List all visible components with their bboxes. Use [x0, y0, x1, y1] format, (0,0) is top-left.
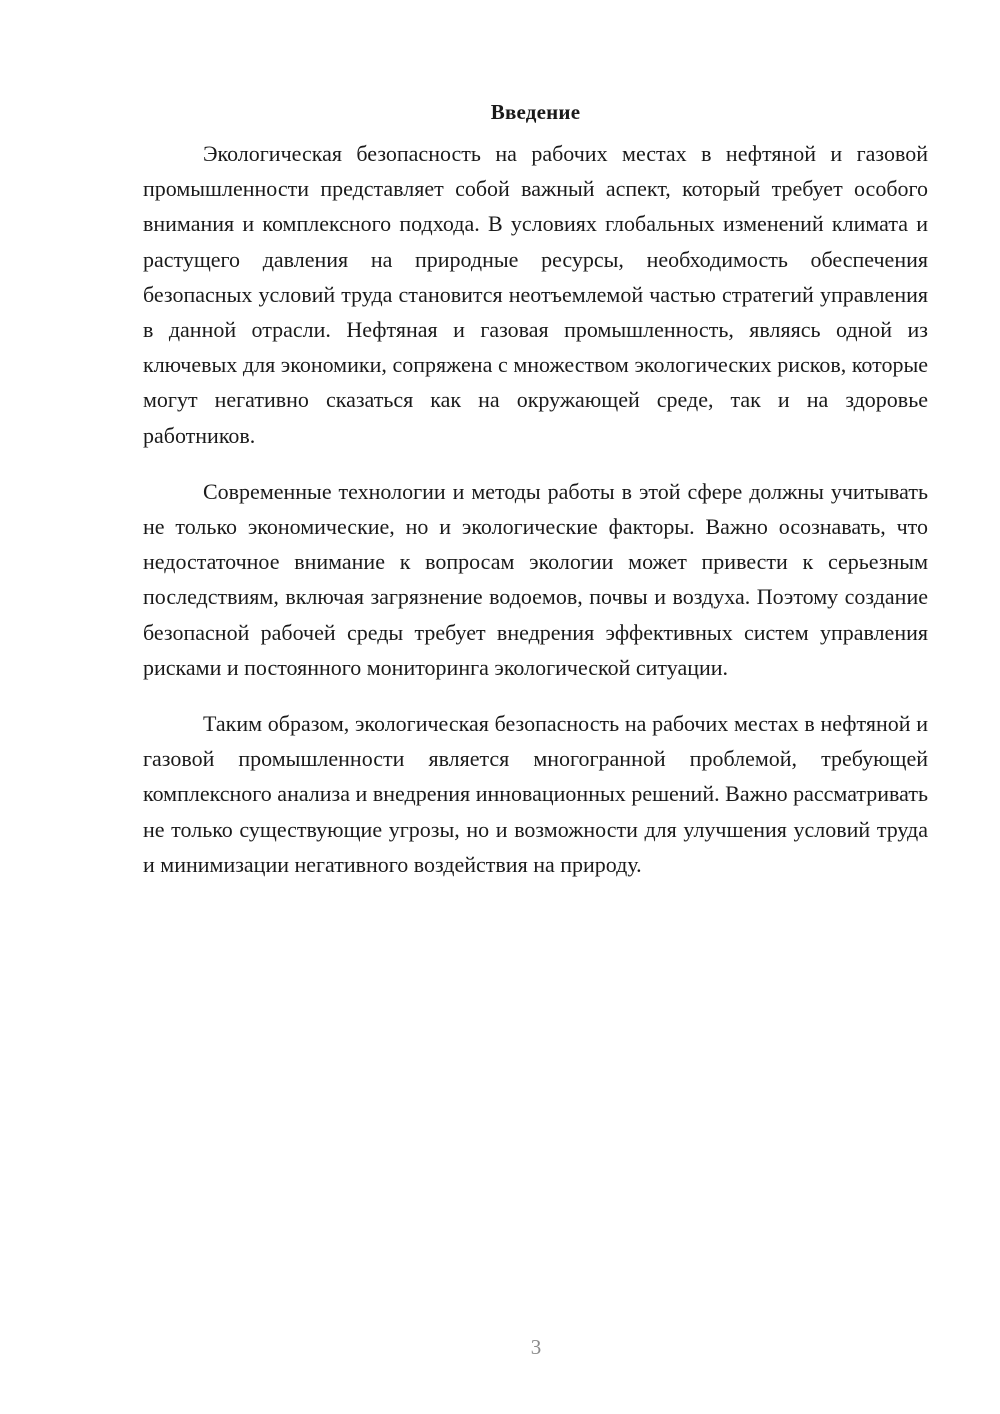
section-heading: Введение	[490, 100, 581, 124]
paragraph-2: Современные технологии и методы работы в этой сфере должны учитывать не только экономические, но и экологические факторы. Важно осознавать, что недостаточное внимание к вопросам экологии может привести к серьезным последствиям, включая загрязнение водоемов, почвы и воздуха. Поэтому создание безопасной рабочей среды требует внедрения эффективных систем управления рисками и постоянного мониторинга экологической ситуации.	[143, 478, 928, 680]
page-content	[143, 98, 928, 903]
paragraph-1: Экологическая безопасность на рабочих местах в нефтяной и газовой промышленности представляет собой важный аспект, который требует особого внимания и комплексного подхода. В условиях глобальных изменений климата и растущего давления на природные ресурсы, необходимость обеспечения безопасных условий труда становится неотъемлемой частью стратегий управления в данной отрасли. Нефтяная и газовая промышленность, являясь одной из ключевых для экономики, сопряжена с множеством экологических рисков, которые могут негативно сказаться как на окружающей среде, так и на здоровье работников.	[143, 141, 928, 448]
page-number: 3	[530, 1335, 542, 1359]
paragraph-3: Таким образом, экологическая безопасность на рабочих местах в нефтяной и газовой промышленности является многогранной проблемой, требующей комплексного анализа и внедрения инновационных решений. Важно рассматривать не только существующие угрозы, но и возможности для улучшения условий труда и минимизации негативного воздействия на природу.	[143, 711, 928, 877]
